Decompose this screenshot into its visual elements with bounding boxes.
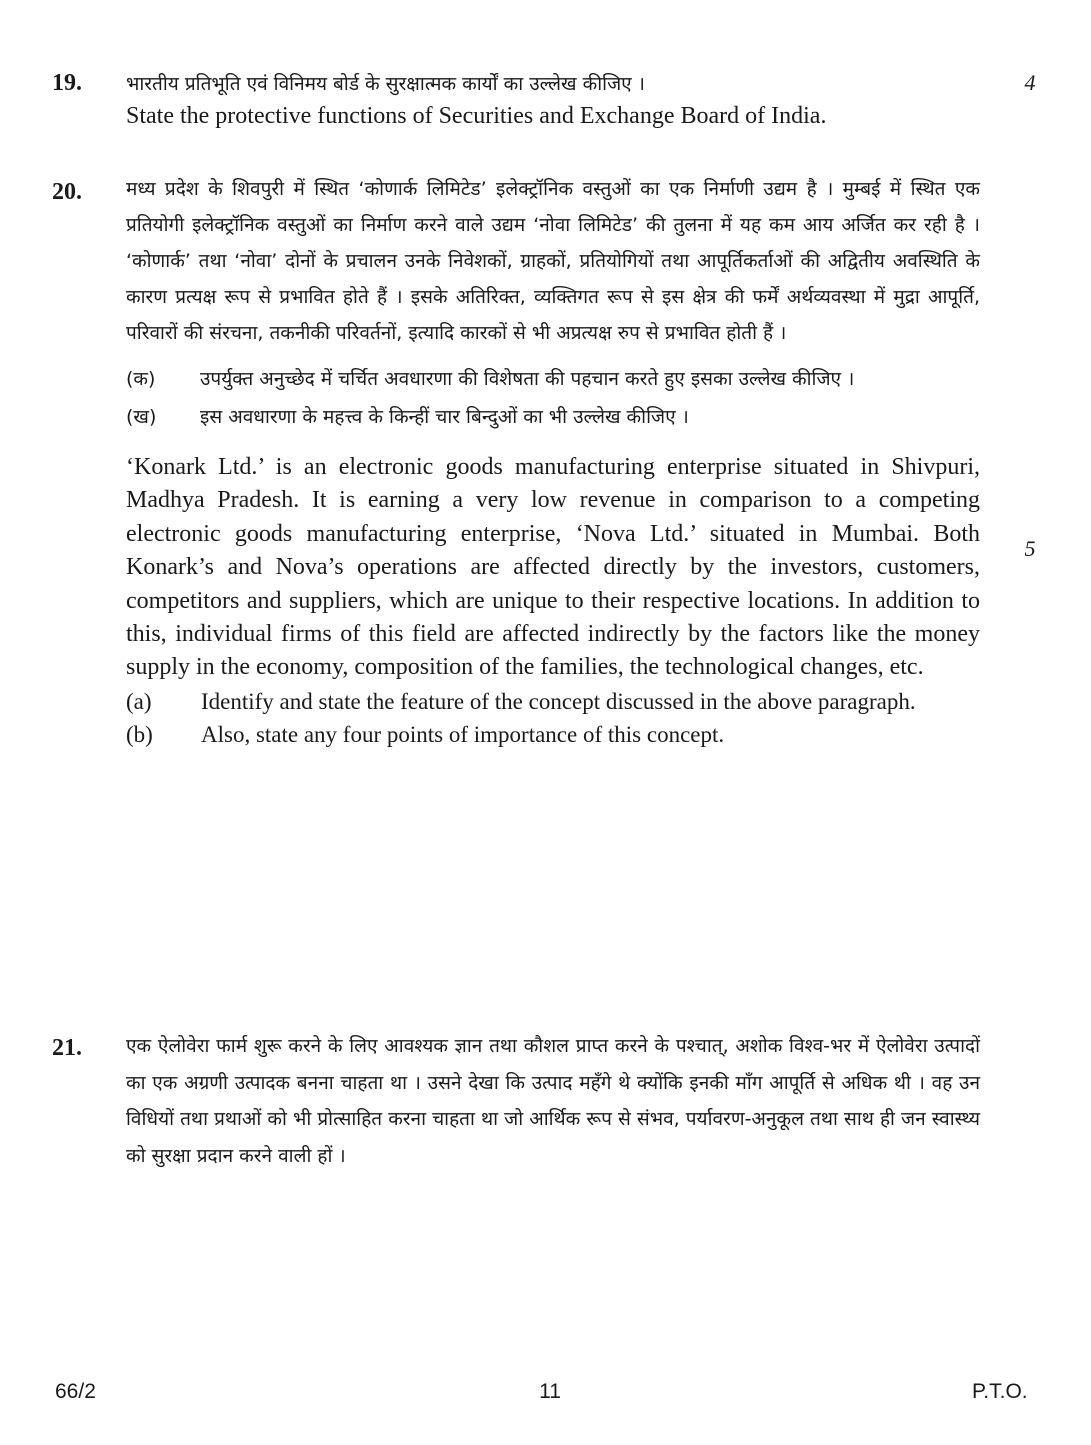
question-20-english-paragraph: ‘Konark Ltd.’ is an electronic goods manufacturing enterprise situated in Shivpuri, Madhya Pradesh. It is earning a very low revenue in comparison to a competing electronic goods manufacturing enterprise, ‘Nova Ltd.’ situated in Mumbai. Both Konark’s and Nova’s operations are affected directly by the investors, customers, competitors and suppliers, which are unique to their respective locations. In addition to this, individual firms of this field are affected indirectly by the factors like the money supply in the economy, composition of the families, the technological changes, etc.	[126, 454, 980, 681]
part-label: (a)	[126, 688, 152, 714]
question-number-20: 20.	[52, 179, 82, 205]
part-label: (क)	[126, 368, 156, 390]
question-number-21: 21.	[52, 1035, 82, 1061]
question-20-hindi-part-a	[126, 361, 980, 397]
question-20-english-part-a	[126, 685, 980, 718]
paper-code: 66/2	[55, 1380, 96, 1403]
question-20-hindi-paragraph: मध्य प्रदेश के शिवपुरी में स्थित ‘कोणार्क लिमिटेड’ इलेक्ट्रॉनिक वस्तुओं का एक निर्माणी उद्यम है । मुम्बई में स्थित एक प्रतियोगी इलेक्ट्रॉनिक वस्तुओं का निर्माण करने वाले उद्यम ‘नोवा लिमिटेड’ की तुलना में यह कम आय अर्जित कर रही है । ‘कोणार्क’ तथा ‘नोवा’ दोनों के प्रचालन उनके निवेशकों, ग्राहकों, प्रतियोगियों तथा आपूर्तिकर्ताओं की अद्वितीय अवस्थिति के कारण प्रत्यक्ष रूप से प्रभावित होते हैं । इसके अतिरिक्त, व्यक्तिगत रूप से इस क्षेत्र की फर्में अर्थव्यवस्था में मुद्रा आपूर्ति, परिवारों की संरचना, तकनीकी परिवर्तनों, इत्यादि कारकों से भी अप्रत्यक्ष रुप से प्रभावित होती हैं ।	[126, 178, 980, 344]
please-turn-over: P.T.O.	[972, 1380, 1028, 1403]
marks-20: 5	[1024, 536, 1036, 561]
question-20-hindi-part-b	[126, 399, 980, 435]
part-label: (ख)	[126, 406, 157, 428]
question-20	[126, 171, 980, 752]
part-text: इस अवधारणा के महत्त्व के किन्हीं चार बिन्दुओं का भी उल्लेख कीजिए ।	[200, 406, 689, 428]
part-text: उपर्युक्त अनुच्छेद में चर्चित अवधारणा की विशेषता की पहचान करते हुए इसका उल्लेख कीजिए ।	[200, 368, 855, 390]
question-21	[126, 1028, 980, 1174]
question-19-hindi: भारतीय प्रतिभूति एवं विनिमय बोर्ड के सुरक्षात्मक कार्यों का उल्लेख कीजिए ।	[126, 73, 645, 95]
question-19-english: State the protective functions of Securities and Exchange Board of India.	[126, 103, 827, 129]
part-label: (b)	[126, 722, 153, 748]
question-19	[126, 66, 980, 133]
question-20-english-part-b	[126, 718, 980, 751]
page-number: 11	[539, 1380, 561, 1403]
part-text: Also, state any four points of importance of this concept.	[201, 722, 725, 748]
marks-19: 4	[1024, 70, 1036, 95]
question-number-19: 19.	[52, 70, 82, 96]
part-text: Identify and state the feature of the concept discussed in the above paragraph.	[201, 688, 916, 714]
question-21-hindi-paragraph: एक ऐलोवेरा फार्म शुरू करने के लिए आवश्यक ज्ञान तथा कौशल प्राप्त करने के पश्चात्, अशोक विश्व-भर में ऐलोवेरा उत्पादों का एक अग्रणी उत्पादक बनना चाहता था । उसने देखा कि उत्पाद महँगे थे क्योंकि इनकी माँग आपूर्ति से अधिक थी । वह उन विधियों तथा प्रथाओं को भी प्रोत्साहित करना चाहता था जो आर्थिक रूप से संभव, पर्यावरण-अनुकूल तथा साथ ही जन स्वास्थ्य को सुरक्षा प्रदान करने वाली हों ।	[126, 1035, 980, 1167]
